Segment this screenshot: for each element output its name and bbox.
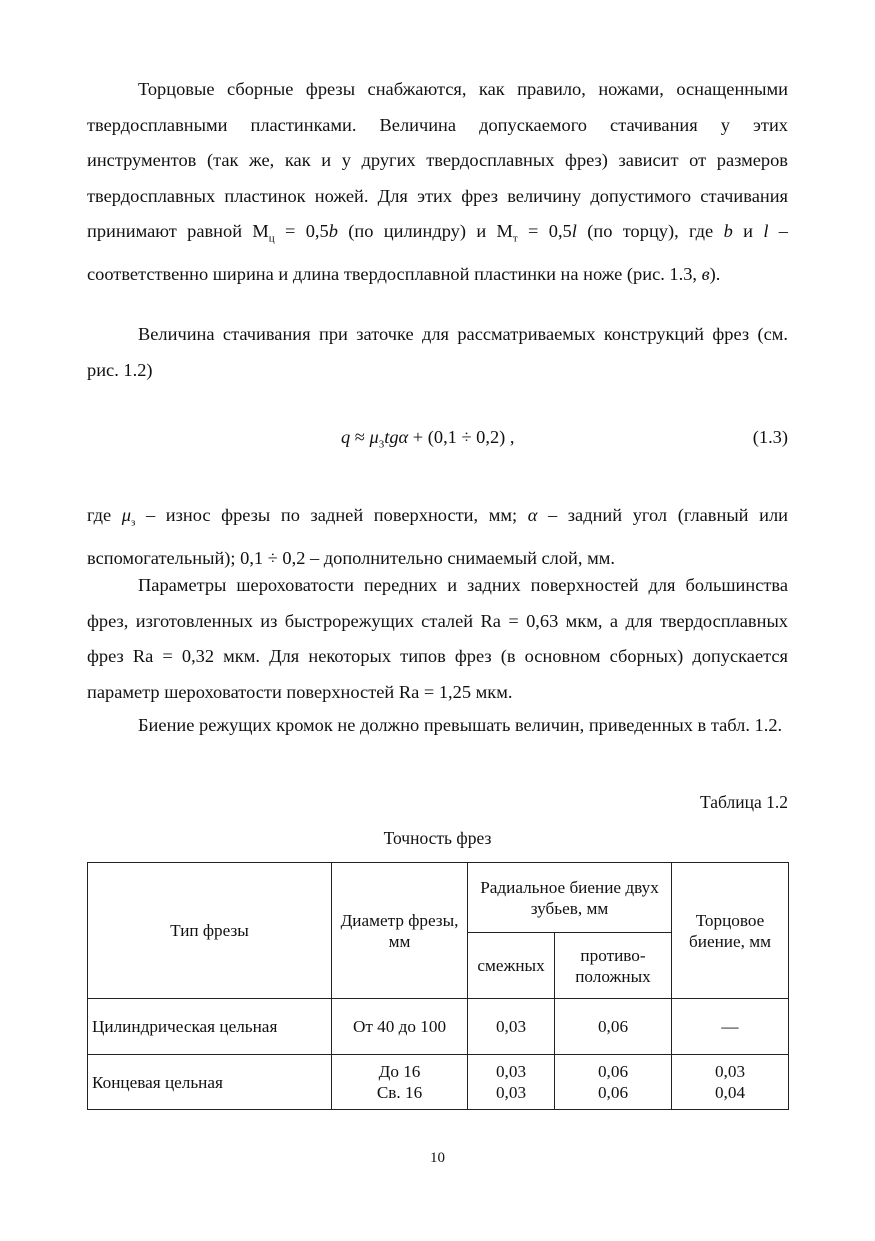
table-label: Таблица 1.2 — [700, 792, 788, 812]
cell-opposite: 0,06 0,06 — [555, 1055, 672, 1110]
cell-diameter: От 40 до 100 — [332, 999, 468, 1055]
cell-opposite: 0,06 — [555, 999, 672, 1055]
cell-face: — — [672, 999, 789, 1055]
cell-face: 0,03 0,04 — [672, 1055, 789, 1110]
header-cutter-type: Тип фрезы — [88, 863, 332, 999]
paragraph-runout: Биение режущих кромок не должно превышать величин, приведенных в табл. 1.2. — [138, 715, 783, 735]
cell-adjacent: 0,03 0,03 — [468, 1055, 555, 1110]
paragraph-end-mills-sharpening: Торцовые сборные фрезы снабжаются, как правило, ножами, оснащенными твердосплавными пластинками. Величина допускаемого стачивания у этих инструментов (так же, как и у других твердосплавных фрез) зависит от размеров твердосплавных пластинок ножей. Для этих фрез величину допустимого стачивания принимают равной $М_ц = 0,5b$ (по цилиндру) и $М_т = 0,5l$ (по торцу), где b и l – соответственно ширина и длина твердосплавной пластинки на ноже (рис. 1.3, в). — [87, 79, 789, 285]
formula-expression: $q \approx \mu_3tg\alpha + (0,1 \div 0,2)$ , — [341, 427, 515, 451]
cell-diameter: До 16 Св. 16 — [332, 1055, 468, 1110]
table-row — [88, 999, 789, 1055]
formula-1-3 — [87, 427, 788, 457]
cell-type: Цилиндрическая цельная — [88, 999, 332, 1055]
paragraph-sharpening-amount: Величина стачивания при заточке для рассматриваемых конструкций фрез (см. рис. 1.2) — [87, 324, 788, 380]
paragraph-roughness: Параметры шероховатости передних и задних поверхностей для большинства фрез, изготовленных из быстрорежущих сталей Ra = 0,63 мкм, а для твердосплавных фрез Ra = 0,32 мкм. Для некоторых типов фрез (в основном сборных) допускается параметр шероховатости поверхностей Ra = 1,25 мкм. — [87, 575, 788, 702]
header-adjacent: смежных — [468, 933, 555, 999]
paragraph-where-definitions: где $\mu_з$ – износ фрезы по задней поверхности, мм; α – задний угол (главный или вспомогательный); 0,1 ÷ 0,2 – дополнительно снимаемый слой, мм. — [87, 505, 788, 569]
header-face-runout: Торцовое биение, мм — [672, 863, 789, 999]
cutter-accuracy-table — [87, 862, 789, 1110]
header-opposite: противо- положных — [555, 933, 672, 999]
table-header-row — [88, 863, 789, 933]
table-title: Точность фрез — [383, 828, 492, 848]
cell-adjacent: 0,03 — [468, 999, 555, 1055]
formula-number: (1.3) — [752, 427, 788, 447]
header-radial-runout: Радиальное биение двух зубьев, мм — [468, 863, 672, 933]
header-diameter: Диаметр фрезы, мм — [332, 863, 468, 999]
page-number: 10 — [430, 1150, 445, 1166]
table-row — [88, 1055, 789, 1110]
cell-type: Концевая цельная — [88, 1055, 332, 1110]
